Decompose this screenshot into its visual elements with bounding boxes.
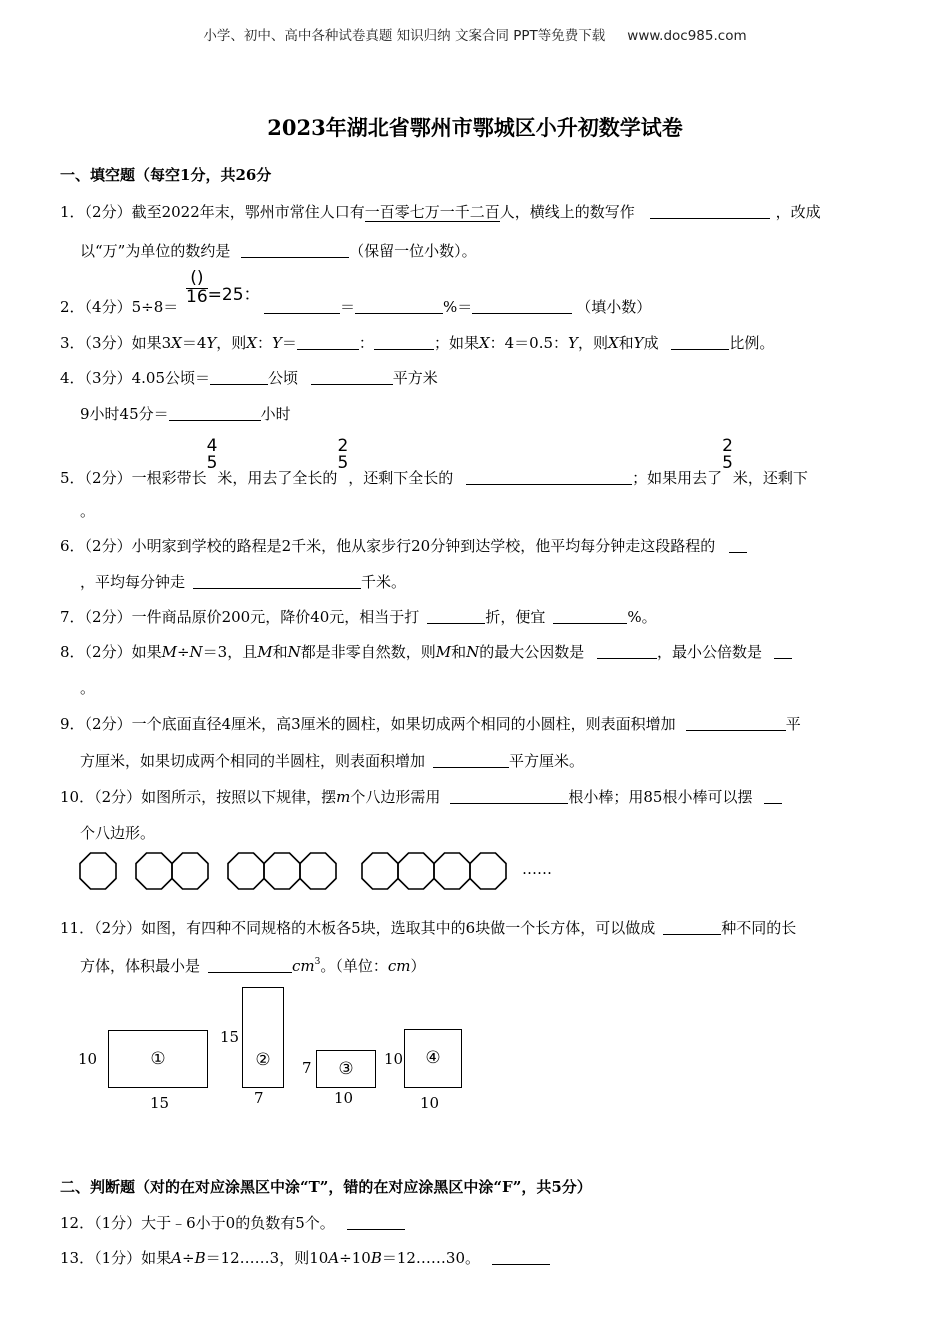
q3-answer-blank-2[interactable]: [374, 335, 434, 350]
text-span: 6．（2分）小明家到学校的路程是2千米，他从家步行20分钟到达学校，他平均每分钟走这段路程的: [60, 537, 716, 555]
board-2-label: ②: [255, 1050, 271, 1070]
header-site-link[interactable]: www.doc985.com: [627, 28, 747, 44]
board-1-width: 15: [150, 1094, 170, 1112]
header-text: 小学、初中、高中各种试卷真题 知识归纳 文案合同 PPT等免费下载: [203, 28, 606, 44]
text-span: 方厘米，如果切成两个相同的半圆柱，则表面积增加: [80, 752, 426, 770]
question-1-line-1: [60, 201, 821, 222]
text-span: =25：: [207, 285, 261, 305]
text-span: ，还剩下全长的: [348, 469, 454, 487]
text-span: 平: [785, 715, 801, 733]
text-span: M: [161, 643, 177, 661]
question-11-line-2: [80, 955, 426, 976]
q13-answer-blank[interactable]: [492, 1250, 550, 1265]
text-span: 根小棒；用85根小棒可以摆: [568, 788, 753, 806]
text-span: ＝12……30。: [381, 1249, 481, 1267]
q4-answer-blank-3[interactable]: [169, 406, 261, 421]
q5-answer-blank-1[interactable]: [466, 470, 632, 485]
text-span: ，平均每分钟走: [80, 573, 186, 591]
text-span: 的最大公因数是: [479, 643, 585, 661]
q10-answer-blank-2[interactable]: [764, 789, 782, 804]
question-1-line-2: [80, 240, 477, 261]
text-span: 2．（4分）5÷8＝: [60, 298, 179, 316]
text-span: X: [478, 334, 490, 352]
text-span: 5: [206, 453, 218, 473]
board-3: [316, 1050, 376, 1088]
text-span: 5: [337, 453, 349, 473]
octagon-shape: [172, 853, 208, 889]
text-span: 2: [722, 436, 733, 456]
text-span: Y: [272, 334, 282, 352]
text-span: 13．（1分）如果: [60, 1249, 172, 1267]
board-2-height: 15: [220, 1028, 240, 1046]
q2-answer-blank-3[interactable]: [472, 299, 572, 314]
question-4-line-2: [80, 403, 291, 424]
q9-answer-blank-2[interactable]: [433, 753, 509, 768]
text-span: ÷: [176, 643, 190, 661]
text-span: 方体，体积最小是: [80, 957, 201, 975]
text-span: N: [466, 643, 480, 661]
text-span: ：: [256, 334, 272, 352]
board-3-height: 7: [302, 1059, 312, 1077]
text-span: ÷10: [339, 1249, 371, 1267]
octagon-shape: [264, 853, 300, 889]
text-span: X: [607, 334, 619, 352]
text-span: 4: [206, 436, 218, 456]
text-span: 1．（2分）截至2022年末，鄂州市常住人口有: [60, 203, 365, 221]
text-span: 公顷: [268, 369, 299, 387]
octagon-shape: [136, 853, 172, 889]
board-4-label: ④: [425, 1048, 441, 1068]
q1-answer-blank-2[interactable]: [241, 243, 349, 258]
text-span: ＝3，且: [202, 643, 258, 661]
underlined-number-text: 一百零七万一千二百: [364, 203, 500, 221]
pattern-continues-dots: ……: [522, 860, 552, 878]
q8-answer-blank-2[interactable]: [774, 644, 792, 659]
q4-answer-blank-1[interactable]: [210, 370, 268, 385]
q3-answer-blank-3[interactable]: [671, 335, 729, 350]
text-span: ，则: [216, 334, 247, 352]
q2-answer-blank-2[interactable]: [355, 299, 443, 314]
text-span: 米，用去了全长的: [217, 469, 338, 487]
board-1-height: 10: [78, 1050, 98, 1068]
text-span: 16: [186, 287, 208, 307]
board-4: [404, 1029, 462, 1088]
section-2-heading: 二、判断题（对的在对应涂黑区中涂“T”，错的在对应涂黑区中涂“F”，共5分）: [60, 1178, 592, 1196]
octagon-shape: [228, 853, 264, 889]
text-span: 3．（3分）如果3: [60, 334, 172, 352]
question-9-line-2: [80, 750, 584, 771]
fraction-2-5-a: [337, 438, 348, 472]
question-5-end: 。: [80, 502, 96, 520]
q12-answer-blank[interactable]: [347, 1215, 405, 1230]
q2-answer-blank-1[interactable]: [264, 299, 340, 314]
text-span: M: [435, 643, 452, 661]
text-span: 3: [314, 957, 321, 967]
text-span: 平方米: [392, 369, 438, 387]
text-span: ；如果: [433, 334, 479, 352]
text-span: m: [336, 788, 351, 806]
text-span: ，改成: [775, 203, 821, 221]
text-span: ＝: [340, 298, 356, 316]
board-4-height: 10: [384, 1050, 404, 1068]
text-span: （填小数）: [576, 298, 652, 316]
question-4-line-1: [60, 367, 438, 388]
fraction-4-5: [207, 438, 218, 472]
text-span: 8．（2分）如果: [60, 643, 162, 661]
text-span: 9小时45分＝: [80, 405, 169, 423]
text-span: 千米。: [361, 573, 407, 591]
board-2: [242, 987, 284, 1088]
text-span: ；如果用去了: [632, 469, 723, 487]
q11-answer-blank-2[interactable]: [208, 958, 292, 973]
text-span: （保留一位小数）。: [349, 242, 477, 260]
board-3-width: 10: [334, 1089, 354, 1107]
question-6-line-2: [80, 571, 406, 592]
q11-answer-blank-1[interactable]: [663, 920, 721, 935]
text-span: 10．（2分）如图所示，按照以下规律，摆: [60, 788, 337, 806]
page-header: [0, 24, 950, 44]
question-6-line-1: [60, 535, 747, 556]
question-10-line-1: [60, 786, 782, 807]
text-span: ＝12……3，则10: [205, 1249, 329, 1267]
text-span: 和: [618, 334, 634, 352]
q6-answer-blank-1[interactable]: [729, 538, 747, 553]
q9-answer-blank-1[interactable]: [686, 716, 786, 731]
text-span: X: [171, 334, 182, 352]
text-span: cm: [387, 957, 411, 975]
question-2-blanks: [264, 296, 651, 317]
text-span: 12．（1分）大于﹣6小于0的负数有5个。: [60, 1214, 335, 1232]
question-2: [60, 296, 178, 317]
q7-answer-blank-1[interactable]: [427, 609, 485, 624]
text-span: 米，还剩下: [732, 469, 808, 487]
q2-fraction-image: [186, 270, 261, 306]
text-span: Y: [633, 334, 644, 352]
text-span: ＝: [281, 334, 297, 352]
text-span: A: [171, 1249, 182, 1267]
text-span: cm: [292, 957, 315, 975]
octagon-shape: [80, 853, 116, 889]
question-12: [60, 1212, 405, 1233]
text-span: %。: [627, 608, 657, 626]
question-7: [60, 606, 657, 627]
text-span: B: [194, 1249, 206, 1267]
question-8-end: 。: [80, 679, 96, 697]
q1-answer-blank-1[interactable]: [650, 204, 770, 219]
text-span: ：: [358, 334, 374, 352]
board-4-width: 10: [420, 1094, 440, 1112]
question-3: [60, 332, 774, 353]
text-span: 比例。: [729, 334, 775, 352]
octagon-shape: [398, 853, 434, 889]
text-span: X: [246, 334, 257, 352]
text-span: ，最小公倍数是: [657, 643, 763, 661]
q3-answer-blank-1[interactable]: [297, 335, 359, 350]
text-span: 种不同的长: [721, 919, 797, 937]
question-9-line-1: [60, 713, 801, 734]
text-span: 人，横线上的数写作: [499, 203, 635, 221]
text-span: 个八边形需用: [350, 788, 441, 806]
text-span: 2: [337, 436, 349, 456]
text-span: 5: [722, 453, 733, 473]
text-span: 5．（2分）一根彩带长: [60, 469, 207, 487]
text-span: 。（单位：: [320, 957, 388, 975]
question-13: [60, 1247, 550, 1268]
text-span: 和: [272, 643, 288, 661]
text-span: A: [328, 1249, 340, 1267]
text-span: ，则: [577, 334, 608, 352]
board-1-label: ①: [150, 1049, 166, 1069]
fraction-2-5-b: [722, 438, 733, 472]
question-10-line-2: 个八边形。: [80, 824, 156, 842]
q7-answer-blank-2[interactable]: [553, 609, 627, 624]
text-span: 都是非零自然数，则: [300, 643, 436, 661]
q4-answer-blank-2[interactable]: [311, 370, 393, 385]
text-span: N: [189, 643, 203, 661]
octagon-shape: [362, 853, 398, 889]
text-span: B: [370, 1249, 382, 1267]
board-2-width: 7: [254, 1089, 264, 1107]
text-span: N: [287, 643, 301, 661]
text-span: 成: [643, 334, 659, 352]
text-span: ＝4: [181, 334, 207, 352]
board-3-label: ③: [338, 1059, 354, 1079]
text-span: 平方厘米。: [509, 752, 585, 770]
octagon-pattern-figure: [74, 848, 554, 896]
text-span: 和: [451, 643, 467, 661]
page-title: 2023年湖北省鄂州市鄂城区小升初数学试卷: [267, 115, 683, 140]
text-span: ：4＝0.5：: [489, 334, 569, 352]
text-span: 7．（2分）一件商品原价200元，降价40元，相当于打: [60, 608, 420, 626]
board-1: [108, 1030, 208, 1088]
section-1-heading: 一、填空题（每空1分，共26分: [60, 166, 272, 184]
text-span: 小时: [260, 405, 291, 423]
octagon-shape: [470, 853, 506, 889]
text-span: 4．（3分）4.05公顷＝: [60, 369, 210, 387]
text-span: [186, 270, 208, 306]
text-span: Y: [206, 334, 217, 352]
text-span: ÷: [181, 1249, 195, 1267]
text-span: %＝: [443, 298, 473, 316]
text-span: 11．（2分）如图，有四种不同规格的木板各5块，选取其中的6块做一个长方体，可以做成: [60, 919, 656, 937]
q8-answer-blank-1[interactable]: [597, 644, 657, 659]
text-span: M: [257, 643, 273, 661]
text-span: 折，便宜: [485, 608, 546, 626]
octagon-shape: [434, 853, 470, 889]
text-span: (): [186, 270, 208, 289]
text-span: 以“万”为单位的数约是: [80, 242, 231, 260]
q6-answer-blank-2[interactable]: [193, 574, 361, 589]
question-11-line-1: [60, 917, 796, 938]
question-8-line-1: [60, 641, 792, 662]
text-span: 9．（2分）一个底面直径4厘米，高3厘米的圆柱，如果切成两个相同的小圆柱，则表面积增加: [60, 715, 676, 733]
text-span: ）: [410, 957, 426, 975]
question-5: [60, 438, 808, 488]
q10-answer-blank-1[interactable]: [450, 789, 568, 804]
octagon-shape: [300, 853, 336, 889]
text-span: Y: [568, 334, 578, 352]
